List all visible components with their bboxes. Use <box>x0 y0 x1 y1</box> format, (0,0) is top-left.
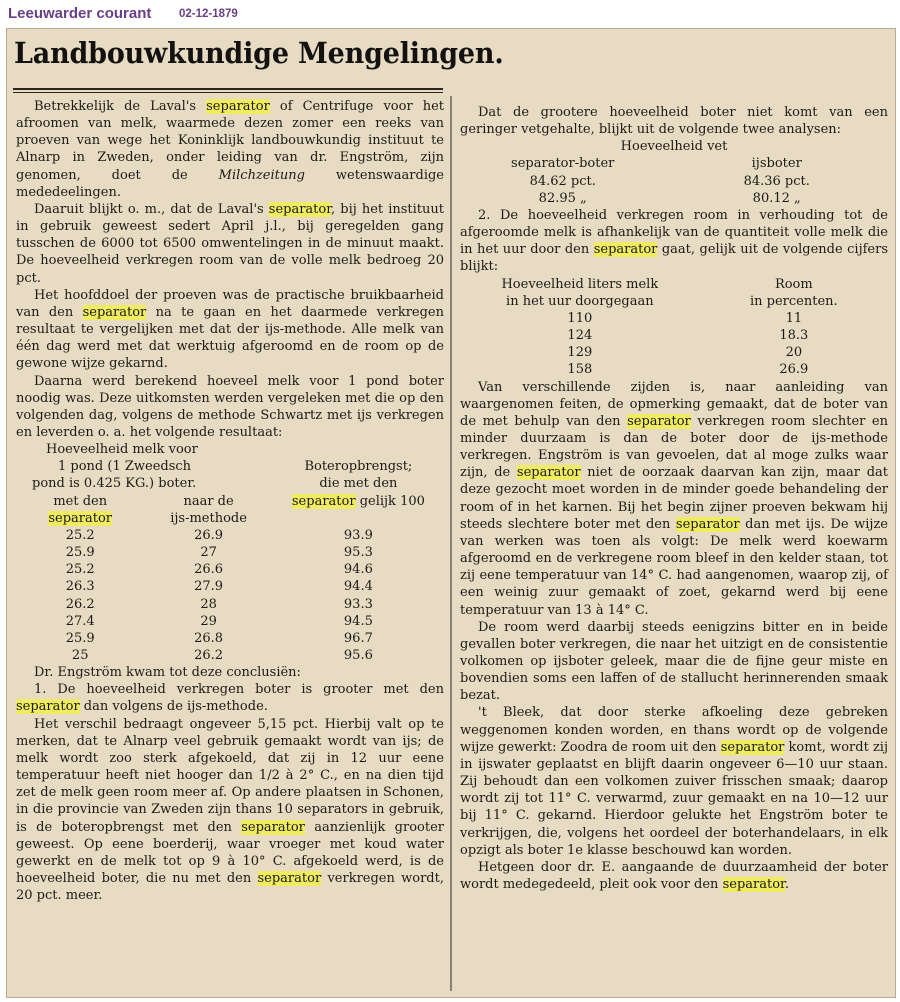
table-row <box>460 190 888 207</box>
table-cell: 25 <box>71 648 89 663</box>
table-row <box>16 544 444 561</box>
paragraph: 1. De hoeveelheid verkregen boter is grooter met den separator dan volgens de ijs-methode. <box>16 682 444 715</box>
table-cell: 26.9 <box>779 362 809 378</box>
highlight: separator <box>241 819 305 835</box>
table-cell: 93.9 <box>343 527 373 543</box>
table-header: Hoeveelheid melk voor <box>46 442 198 458</box>
table-cell: 96.7 <box>343 630 373 646</box>
table-cell: 110 <box>567 310 593 326</box>
highlight: separator <box>627 413 691 429</box>
table-cell: 93.3 <box>343 596 373 612</box>
table-cell: 84.62 pct. <box>529 173 596 189</box>
table-row <box>16 596 444 613</box>
table-cell: 26.6 <box>194 562 224 578</box>
fat-content-table: Hoeveelheid vet separator-boter ijsboter 84.62 pct. 84.36 pct. 82.95 „ 80.12 „ <box>460 138 888 207</box>
table-cell: 11 <box>785 310 803 326</box>
highlight: separator <box>722 877 785 893</box>
table-row <box>16 578 444 595</box>
table-cell: 26.8 <box>194 630 224 646</box>
table-cell: 25.9 <box>65 545 95 561</box>
table-cell: 26.2 <box>194 648 224 663</box>
highlight: separator <box>516 465 581 481</box>
publication-date: 02-12-1879 <box>179 8 238 20</box>
left-column <box>16 98 444 904</box>
article-title: Landbouwkundige Mengelingen. <box>14 36 504 70</box>
table-row <box>460 361 888 378</box>
highlight: separator <box>82 304 147 320</box>
paragraph: Hetgeen door dr. E. aangaande de duurzaamheid der boter wordt medegedeeld, pleit ook voor den separator. <box>460 859 888 893</box>
table-cell: 95.3 <box>343 545 373 561</box>
paragraph: Van verschillende zijden is, naar aanleiding van waargenomen feiten, de opmerking gemaakt, dat de boter van de met behulp van den separator verkregen room slechter en minder duurzaam is dan de boter door de ijs-methode verkregen. Engström is van gevoelen, dat al moge zulks waar zijn, de separator niet de oorzaak daarvan kan zijn, maar dat deze gezocht moet worden in de minder goede behandeling der room of in het karnen. Bij het begin zijner proeven bekwam hij steeds slechtere boter met den separator dan met ijs. De wijze van werken was toen als volgt: De melk werd koewarm afgeroomd en de verkregene room bleef in den kelder staan, tot zij eene temperatuur van 14° C. had aangenomen, waarop zij, of een weinig zuur gemaakt of zoet, gekarnd werd bij eene temperatuur van 13 à 14° C. <box>460 379 888 618</box>
table-row <box>16 527 444 544</box>
table-cell: 94.6 <box>343 562 373 578</box>
title-rule <box>13 88 443 90</box>
table-cell: 27 <box>200 545 217 561</box>
highlight: separator <box>206 99 270 114</box>
paragraph: 2. De hoeveelheid verkregen room in verhouding tot de afgeroomde melk is afhankelijk van de quantiteit volle melk die in het uur door den separator gaat, gelijk uit de volgende cijfers blijkt: <box>460 207 888 275</box>
table-cell: 26.2 <box>65 596 95 612</box>
table-cell: 29 <box>200 613 217 629</box>
table-cell: 27.9 <box>194 579 224 595</box>
highlight: separator <box>268 201 332 217</box>
paragraph: De room werd daarbij steeds eenigzins bitter en in beide gevallen boter verkregen, die naar het uitzigt en de consistentie volkomen op ijsboter geleek, maar die de fijne geur miste en bovendien soms een laffen of de stallucht herinnerenden smaak bezat. <box>460 619 888 704</box>
table-row <box>16 561 444 578</box>
table-row <box>460 310 888 327</box>
highlight: separator <box>16 699 80 715</box>
table-cell: 124 <box>567 328 593 344</box>
paragraph: Het hoofddoel der proeven was de practische bruikbaarheid van den separator na te gaan en het daarmede verkregen resultaat te vergelijken met dat der ijs-methode. Alle melk van één dag werd met dat werktuig afgeroomd en de room op de gewone wijze gekarnd. <box>16 287 444 372</box>
paragraph: Dat de grootere hoeveelheid boter niet komt van een geringer vetgehalte, blijkt uit de volgende twee analysen: <box>460 105 888 138</box>
paragraph: Daaruit blijkt o. m., dat de Laval's separator, bij het instituut in gebruik geweest sedert April j.l., bij geregelden gang tusschen de 6000 tot 6500 omwentelingen in de minuut maakt. De hoeveelheid verkregen room van de volle melk bedroeg 20 pct. <box>16 201 444 286</box>
paragraph: Het verschil bedraagt ongeveer 5,15 pct. Hierbij valt op te merken, dat te Alnarp veel gebruik gemaakt wordt van ijs; de melk wordt zoo sterk afgekoeld, dat zij in 12 uur eene temperatuur heeft niet hooger dan 1/2 à 2° C., en na dien tijd zet de melk geen room meer af. Op andere plaatsen in Schonen, in die provincie van Zweden zijn thans 10 separators in gebruik, is de boteropbrengst met den separator aanzienlijk grooter geweest. Op eene boerderij, waar vroeger met koud water gewerkt en de melk tot op 9 à 10° C. afgekoeld werd, is de hoeveelheid boter, die nu met den separator verkregen wordt, 20 pct. meer. <box>16 716 444 904</box>
right-column <box>460 104 888 893</box>
table-cell: 94.5 <box>343 613 373 629</box>
table-cell: 94.4 <box>343 579 373 595</box>
table-cell: 82.95 „ <box>538 190 587 206</box>
paragraph: 't Bleek, dat door sterke afkoeling deze gebreken weggenomen konden worden, en thans wordt op de volgende wijze gewerkt: Zoodra de room uit den separator komt, wordt zij in ijswater geplaatst en blijft daarin ongeveer 6—10 uur staan. Zij behoudt dan een volkomen zuiver frisschen smaak; daarop wordt zij tot 11° C. verwarmd, zuur gemaakt en na 10—12 uur bij 11° C. gekarnd. Hierdoor gelukte het Engström boter te verkrijgen, die, volgens het oordeel der boterhandelaars, in elk opzigt als boter 1e klasse beschouwd kan worden. <box>460 705 888 858</box>
column-divider <box>450 96 452 991</box>
table-header: Hoeveelheid vet <box>620 139 728 155</box>
clipping-header <box>0 0 900 28</box>
highlight: separator <box>48 510 113 526</box>
table-cell: 95.6 <box>343 648 373 663</box>
newspaper-name: Leeuwarder courant <box>8 5 152 22</box>
table-cell: 25.2 <box>65 527 95 543</box>
table-cell: 25.2 <box>65 562 95 578</box>
highlight: separator <box>675 516 740 532</box>
table-cell: 26.3 <box>65 579 95 595</box>
table-cell: 28 <box>200 596 217 612</box>
table-row <box>16 630 444 647</box>
highlight: separator <box>257 871 322 887</box>
paragraph: Daarna werd berekend hoeveel melk voor 1 pond boter noodig was. Deze uitkomsten werden vergeleken met die op den volgenden dag, volgens de methode Schwartz met ijs verkregen en leverden o. a. het volgende resultaat: <box>16 373 444 440</box>
table-row <box>460 173 888 190</box>
table-header: Hoeveelheid liters melk <box>501 276 659 292</box>
table-cell: 25.9 <box>65 630 95 646</box>
table-cell: 158 <box>567 362 593 378</box>
table-cell: 26.9 <box>194 527 224 543</box>
table-row <box>16 613 444 630</box>
table-cell: 129 <box>567 345 593 361</box>
butter-yield-table: Hoeveelheid melk voor 1 pond (1 Zweedsch Boteropbrengst; pond is 0.425 KG.) boter. die met den met den naar de separator gelijk 100 separator ijs-methode 25.2 26.9 93.9 25.9 27 95.3 25.2 26.6 94.6 26.3 27.9 94.4 26.2 28 93.3 27.4 29 94.5 25.9 26.8 96.7 25 26.2 95.6 <box>16 441 444 664</box>
table-cell: 27.4 <box>65 613 95 629</box>
table-row <box>460 327 888 344</box>
table-cell: 20 <box>785 345 803 361</box>
title-rule-thin <box>13 92 443 93</box>
table-row <box>16 647 444 664</box>
table-cell: 18.3 <box>779 328 809 344</box>
table-row <box>460 344 888 361</box>
highlight: separator <box>593 242 658 258</box>
paragraph: Betrekkelijk de Laval's separator of Centrifuge voor het afroomen van melk, waarmede dezen zomer een reeks van proeven van wege het Koninklijk landbouwkundig instituut te Alnarp in Zweden, onder leiding van dr. Engström, zijn genomen, doet de Milchzeitung wetenswaardige mededeelingen. <box>16 99 445 200</box>
cream-percentage-table: Hoeveelheid liters melk Room in het uur doorgegaan in percenten. 110 11 124 18.3 129 20 158 26.9 <box>460 276 888 379</box>
highlight: separator <box>720 739 785 755</box>
paragraph: Dr. Engström kwam tot deze conclusiën: <box>34 665 301 681</box>
highlight: separator <box>291 493 356 509</box>
table-cell: 84.36 pct. <box>743 173 810 189</box>
table-cell: 80.12 „ <box>752 190 801 206</box>
